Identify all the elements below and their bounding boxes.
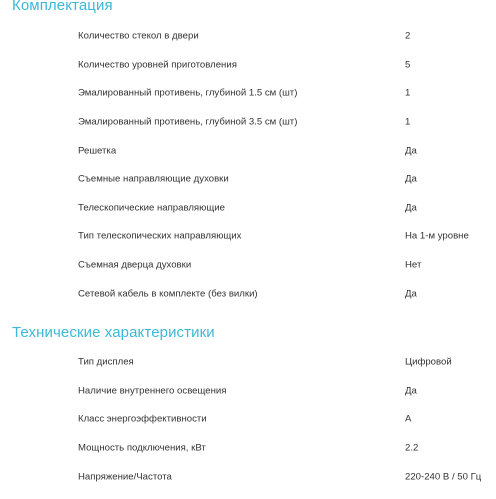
spec-row	[0, 405, 496, 434]
spec-value: А	[405, 413, 412, 425]
spec-row	[0, 79, 496, 108]
spec-row	[0, 222, 496, 251]
spec-row	[0, 462, 496, 491]
spec-value: Да	[405, 173, 417, 185]
spec-row	[0, 194, 496, 223]
spec-table-equipment	[0, 22, 496, 308]
spec-value: 1	[405, 87, 411, 99]
spec-value: 220-240 В / 50 Гц	[405, 471, 482, 483]
spec-value: На 1-м уровне	[405, 230, 469, 242]
section-title-equipment: Комплектация	[12, 0, 113, 14]
spec-label: Тип телескопических направляющих	[78, 230, 242, 242]
spec-label: Количество стекол в двери	[78, 30, 199, 42]
spec-label: Решетка	[78, 145, 117, 157]
spec-label: Мощность подключения, кВт	[78, 442, 206, 454]
spec-label: Количество уровней приготовления	[78, 59, 237, 71]
spec-row	[0, 51, 496, 80]
spec-value: Да	[405, 145, 417, 157]
spec-row	[0, 136, 496, 165]
spec-row	[0, 251, 496, 280]
section-title-technical: Технические характеристики	[12, 324, 215, 341]
spec-row	[0, 348, 496, 377]
spec-label: Телескопические направляющие	[78, 202, 225, 214]
spec-value: 1	[405, 116, 411, 128]
spec-label: Съемные направляющие духовки	[78, 173, 229, 185]
spec-row	[0, 434, 496, 463]
spec-row	[0, 377, 496, 406]
spec-value: Нет	[405, 259, 422, 271]
spec-value: 2.2	[405, 442, 419, 454]
spec-row	[0, 165, 496, 194]
spec-label: Эмалированный противень, глубиной 3.5 см (шт)	[78, 116, 298, 128]
spec-value: Цифровой	[405, 356, 452, 368]
spec-row	[0, 108, 496, 137]
spec-row	[0, 279, 496, 308]
spec-label: Класс энергоэффективности	[78, 413, 207, 425]
spec-label: Тип дисплея	[78, 356, 134, 368]
spec-label: Сетевой кабель в комплекте (без вилки)	[78, 288, 258, 300]
spec-value: Да	[405, 202, 417, 214]
spec-label: Напряжение/Частота	[78, 471, 172, 483]
spec-value: 2	[405, 30, 411, 42]
spec-label: Наличие внутреннего освещения	[78, 385, 227, 397]
spec-row	[0, 22, 496, 51]
spec-label: Съемная дверца духовки	[78, 259, 192, 271]
spec-value: Да	[405, 385, 417, 397]
spec-table-technical	[0, 348, 496, 491]
spec-label: Эмалированный противень, глубиной 1.5 см (шт)	[78, 87, 298, 99]
spec-value: Да	[405, 288, 417, 300]
spec-value: 5	[405, 59, 411, 71]
